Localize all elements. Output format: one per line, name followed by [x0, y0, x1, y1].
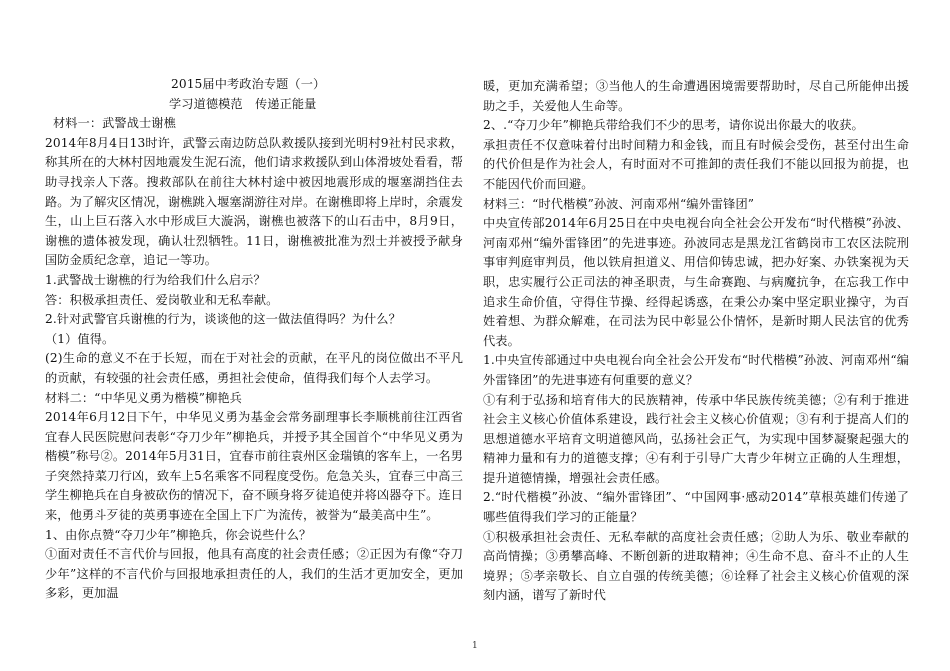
document-title: 2015届中考政治专题（一） — [171, 77, 326, 91]
answer-3: ①面对责任不言代价与回报，他具有高度的社会责任感；②正因为有像“夺刀少年”这样的不言代价与回报地承担责任的人，我们的生活才更加安全，更加多彩，更加温 — [45, 547, 463, 601]
material-one-heading: 材料一：武警战士谢樵 — [53, 116, 176, 131]
question-4: 2、.“夺刀少年”柳艳兵带给我们不少的思考，请你说出你最大的收获。 — [483, 118, 864, 133]
material-three-text: 中央宣传部2014年6月25日在中央电视台向全社会公开发布“时代楷模”孙波、河南邓州“编外雷锋团”的先进事迹。孙波同志是黑龙江省鹤岗市工农区法院刑事审判庭审判员，他以铁肩担道义、用信仰铸忠诚，把办好案、办铁案视为天职，忠实履行公正司法的神圣职责，与生命赛跑、与病魔抗争，在忘我工作中追求生命价值，守得住节操、经得起诱惑，在秉公办案中坚定职业操守，为百姓着想、为群众解难，在司法为民中彰显公仆情怀，是新时期人民法官的优秀代表。 — [483, 216, 909, 348]
answer-2-part-2: (2)生命的意义不在于长短，而在于对社会的贡献，在平凡的岗位做出不平凡的贡献，有较强的社会责任感，勇担社会使命，值得我们每个人去学习。 — [45, 351, 463, 385]
question-5: 1.中央宣传部通过中央电视台向全社会公开发布“时代楷模”孙波、河南邓州“编外雷锋团”的先进事迹有何重要的意义？ — [483, 353, 909, 387]
document-subtitle: 学习道德模范 传递正能量 — [169, 96, 317, 111]
answer-2-part-1: （1）值得。 — [45, 331, 115, 346]
question-1: 1.武警战士谢樵的行为给我们什么启示？ — [45, 272, 266, 287]
answer-4: 承担责任不仅意味着付出时间精力和金钱，而且有时候会受伤，甚至付出生命的代价但是作为社会人，有时面对不可推卸的责任我们不能以回报为前提，也不能因代价而回避。 — [483, 137, 909, 191]
answer-1: 答：积极承担责任、爱岗敬业和无私奉献。 — [45, 292, 279, 307]
material-two-text: 2014年6月12日下午，中华见义勇为基金会常务副理事长李顺桃前往江西省宜春人民医院慰问表彰“夺刀少年”柳艳兵，并授予其全国首个“中华见义勇为楷模”称号②。2014年5月31日，宜春市前往袁州区金瑞镇的客车上，一名男子突然持菜刀行凶，致车上5名乘客不同程度受伤。危急关头，宜春三中高三学生柳艳兵在自身被砍伤的情况下，奋不顾身将歹徒追使并将凶器夺下。连日来，他勇斗歹徒的英勇事迹在全国上下广为流传，被誉为“最美高中生”。 — [45, 410, 463, 523]
material-one-text: 2014年8月4日13时许，武警云南边防总队救援队接到光明村9社村民求救，称其所在的大林村因地震发生泥石流，他们请求救援队到山体滑坡处看看，帮助寻找亲人下落。搜救部队在前往大林村途中被因地震形成的堰塞湖挡住去路。为了解灾区情况，谢樵跳入堰塞湖游往对岸。在谢樵即将上岸时，余震发生，山上巨石落入水中形成巨大漩涡，谢樵也被落下的山石击中，8月9日，谢樵的遗体被发现，确认壮烈牺牲。11日，谢樵被批准为烈士并被授予献身国防金质纪念章，追记一等功。 — [45, 135, 463, 268]
question-2: 2.针对武警官兵谢樵的行为，谈谈他的这一做法值得吗？为什么？ — [45, 312, 401, 327]
material-two-heading: 材料二：“中华见义勇为楷模”柳艳兵 — [45, 390, 242, 405]
question-3: 1、由你点赞“夺刀少年”柳艳兵，你会说些什么？ — [45, 527, 312, 542]
answer-5: ①有利于弘扬和培育伟大的民族精神，传承中华民族传统美德；②有利于推进社会主义核心价值体系建设，践行社会主义核心价值观；③有利于提高人们的思想道德水平培育文明道德风尚，弘扬社会正气，为实现中国梦凝聚起强大的精神力量和有力的道德支撑；④有利于引导广大青少年树立正确的人生理想，提升道德情操，增强社会责任感。 — [483, 392, 909, 485]
answer-6: ①积极承担社会责任、无私奉献的高度社会责任感；②助人为乐、敬业奉献的高尚情操；③勇攀高峰、不断创新的进取精神；④生命不息、奋斗不止的人生境界；⑤孝亲敬长、自立自强的传统美德；⑥诠释了社会主义核心价值观的深刻内涵，谱写了新时代 — [483, 529, 909, 603]
left-column — [45, 75, 463, 604]
page-number: 1 — [472, 641, 478, 651]
material-three-heading: 材料三：“时代楷模”孙波、河南邓州“编外雷锋团” — [483, 196, 755, 211]
answer-3-continued: 暖，更加充满希望；③当他人的生命遭遇困境需要帮助时，尽自己所能伸出援助之手，关爱他人生命等。 — [483, 79, 909, 113]
question-6: 2.“时代楷模”孙波、“编外雷锋团”、“中国网事·感动2014”草根英雄们传递了哪些值得我们学习的正能量？ — [483, 490, 909, 525]
right-column — [483, 77, 909, 606]
